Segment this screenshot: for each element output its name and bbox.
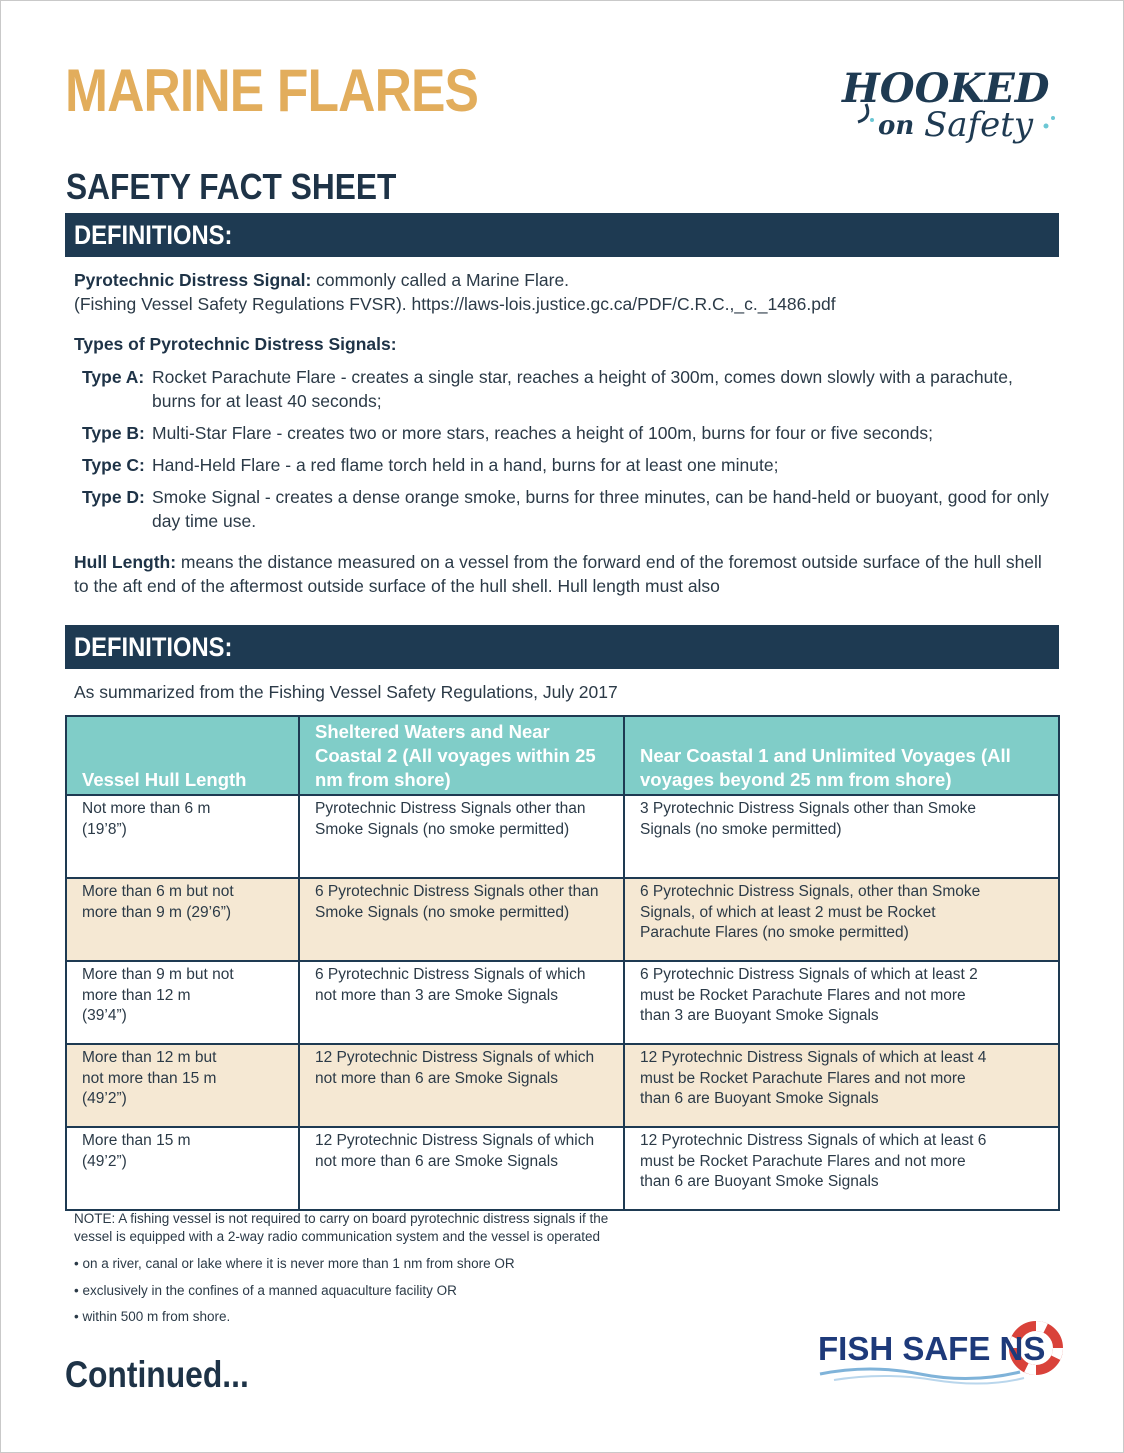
table-cell: Pyrotechnic Distress Signals other than Smoke Signals (no smoke permitted) xyxy=(299,795,624,878)
section-heading: DEFINITIONS: xyxy=(74,632,233,662)
section-heading: DEFINITIONS: xyxy=(74,220,233,250)
table-cell: More than 15 m (49’2”) xyxy=(66,1127,299,1210)
table-cell: 6 Pyrotechnic Distress Signals other than Smoke Signals (no smoke permitted) xyxy=(299,878,624,961)
type-row xyxy=(82,485,1052,533)
table-cell: 12 Pyrotechnic Distress Signals of which not more than 6 are Smoke Signals xyxy=(299,1044,624,1127)
fish-safe-logo-graphic xyxy=(814,1316,1074,1386)
type-description: Hand-Held Flare - a red flame torch held in a hand, burns for at least one minute; xyxy=(152,455,779,475)
note-bullet-text: exclusively in the confines of a manned aquaculture facility OR xyxy=(82,1283,457,1298)
pyro-definition xyxy=(74,268,1054,316)
water-drop-icon xyxy=(870,118,874,122)
fish-safe-ns-text: FISH SAFE NS xyxy=(818,1330,1046,1367)
definitions-section-header-2 xyxy=(65,625,1059,669)
type-description: Smoke Signal - creates a dense orange smoke, burns for three minutes, can be hand-held or buoyant, good for only day time use. xyxy=(152,487,1049,531)
logo-on-word: on xyxy=(878,111,915,141)
column-header: Vessel Hull Length xyxy=(66,716,299,795)
table-row xyxy=(66,961,1059,1044)
table-row xyxy=(66,1044,1059,1127)
type-description: Rocket Parachute Flare - creates a single star, reaches a height of 300m, comes down slowly with a parachute, burns for at least 40 seconds; xyxy=(152,367,1013,411)
pyro-def: commonly called a Marine Flare. xyxy=(311,270,570,290)
hooked-on-safety-logo xyxy=(836,60,1061,150)
note-bullet: • within 500 m from shore. xyxy=(74,1309,231,1324)
note-text: NOTE: A fishing vessel is not required to carry on board pyrotechnic distress signals if the vessel is equipped with a 2-way radio communication system and the vessel is operated xyxy=(74,1211,609,1244)
hull-length-definition xyxy=(74,550,1049,598)
table-cell: 12 Pyrotechnic Distress Signals of which not more than 6 are Smoke Signals xyxy=(299,1127,624,1210)
type-label: Type C: xyxy=(82,455,145,475)
logo-safety-word: Safety xyxy=(924,105,1034,145)
type-label: Type A: xyxy=(82,367,145,387)
continued-label: Continued... xyxy=(65,1354,249,1395)
flare-requirements-table xyxy=(65,715,1060,1211)
note-bullet-text: within 500 m from shore. xyxy=(82,1309,231,1324)
table-cell: 3 Pyrotechnic Distress Signals other than Smoke Signals (no smoke permitted) xyxy=(624,795,1059,878)
table-row xyxy=(66,878,1059,961)
table-row xyxy=(66,1127,1059,1210)
types-heading: Types of Pyrotechnic Distress Signals: xyxy=(74,334,397,354)
table-cell: More than 9 m but not more than 12 m (39’4”) xyxy=(66,961,299,1044)
type-label: Type D: xyxy=(82,487,145,507)
table-header-row xyxy=(66,716,1059,795)
note-bullet: • on a river, canal or lake where it is never more than 1 nm from shore OR xyxy=(74,1256,515,1271)
type-description: Multi-Star Flare - creates two or more stars, reaches a height of 100m, burns for four or five seconds; xyxy=(152,423,934,443)
definitions-section-header xyxy=(65,213,1059,257)
table-row xyxy=(66,795,1059,878)
column-header: Sheltered Waters and Near Coastal 2 (All voyages within 25 nm from shore) xyxy=(299,716,624,795)
fish-safe-ns-logo xyxy=(814,1316,1074,1386)
table-cell: 6 Pyrotechnic Distress Signals of which not more than 3 are Smoke Signals xyxy=(299,961,624,1044)
table-intro: As summarized from the Fishing Vessel Safety Regulations, July 2017 xyxy=(74,682,618,702)
table-cell: 6 Pyrotechnic Distress Signals, other than Smoke Signals, of which at least 2 must be Rocket Parachute Flares (no smoke permitted) xyxy=(624,878,1059,961)
table-cell: 6 Pyrotechnic Distress Signals of which at least 2 must be Rocket Parachute Flares and not more than 3 are Buoyant Smoke Signals xyxy=(624,961,1059,1044)
logo-hooked-word: HOOKED xyxy=(842,65,1050,112)
table-cell: More than 12 m but not more than 15 m (49’2”) xyxy=(66,1044,299,1127)
water-drop-icon xyxy=(1051,116,1055,120)
hull-def: means the distance measured on a vessel from the forward end of the foremost outside surface of the hull shell to the aft end of the aftermost outside surface of the hull shell. Hull length must also xyxy=(74,552,1042,596)
table-cell: More than 6 m but not more than 9 m (29’6”) xyxy=(66,878,299,961)
type-row xyxy=(82,365,1052,413)
hooked-logo-graphic xyxy=(836,60,1061,150)
table-cell: Not more than 6 m (19’8”) xyxy=(66,795,299,878)
hull-term: Hull Length: xyxy=(74,552,177,572)
page-subtitle: SAFETY FACT SHEET xyxy=(66,166,397,207)
note-bullet-text: on a river, canal or lake where it is never more than 1 nm from shore OR xyxy=(82,1256,515,1271)
page-title: MARINE FLARES xyxy=(65,57,479,124)
pyro-source: (Fishing Vessel Safety Regulations FVSR). https://laws-lois.justice.gc.ca/PDF/C.R.C.,_c._1486.pdf xyxy=(74,294,836,314)
pyro-term: Pyrotechnic Distress Signal: xyxy=(74,270,312,290)
table-cell: 12 Pyrotechnic Distress Signals of which at least 4 must be Rocket Parachute Flares and not more than 6 are Buoyant Smoke Signals xyxy=(624,1044,1059,1127)
type-row xyxy=(82,421,1052,445)
note-bullet: • exclusively in the confines of a manned aquaculture facility OR xyxy=(74,1283,457,1298)
type-label: Type B: xyxy=(82,423,145,443)
table-cell: 12 Pyrotechnic Distress Signals of which at least 6 must be Rocket Parachute Flares and not more than 6 are Buoyant Smoke Signals xyxy=(624,1127,1059,1210)
column-header: Near Coastal 1 and Unlimited Voyages (All voyages beyond 25 nm from shore) xyxy=(624,716,1059,795)
type-row xyxy=(82,453,1052,477)
water-drop-icon xyxy=(1044,124,1049,129)
